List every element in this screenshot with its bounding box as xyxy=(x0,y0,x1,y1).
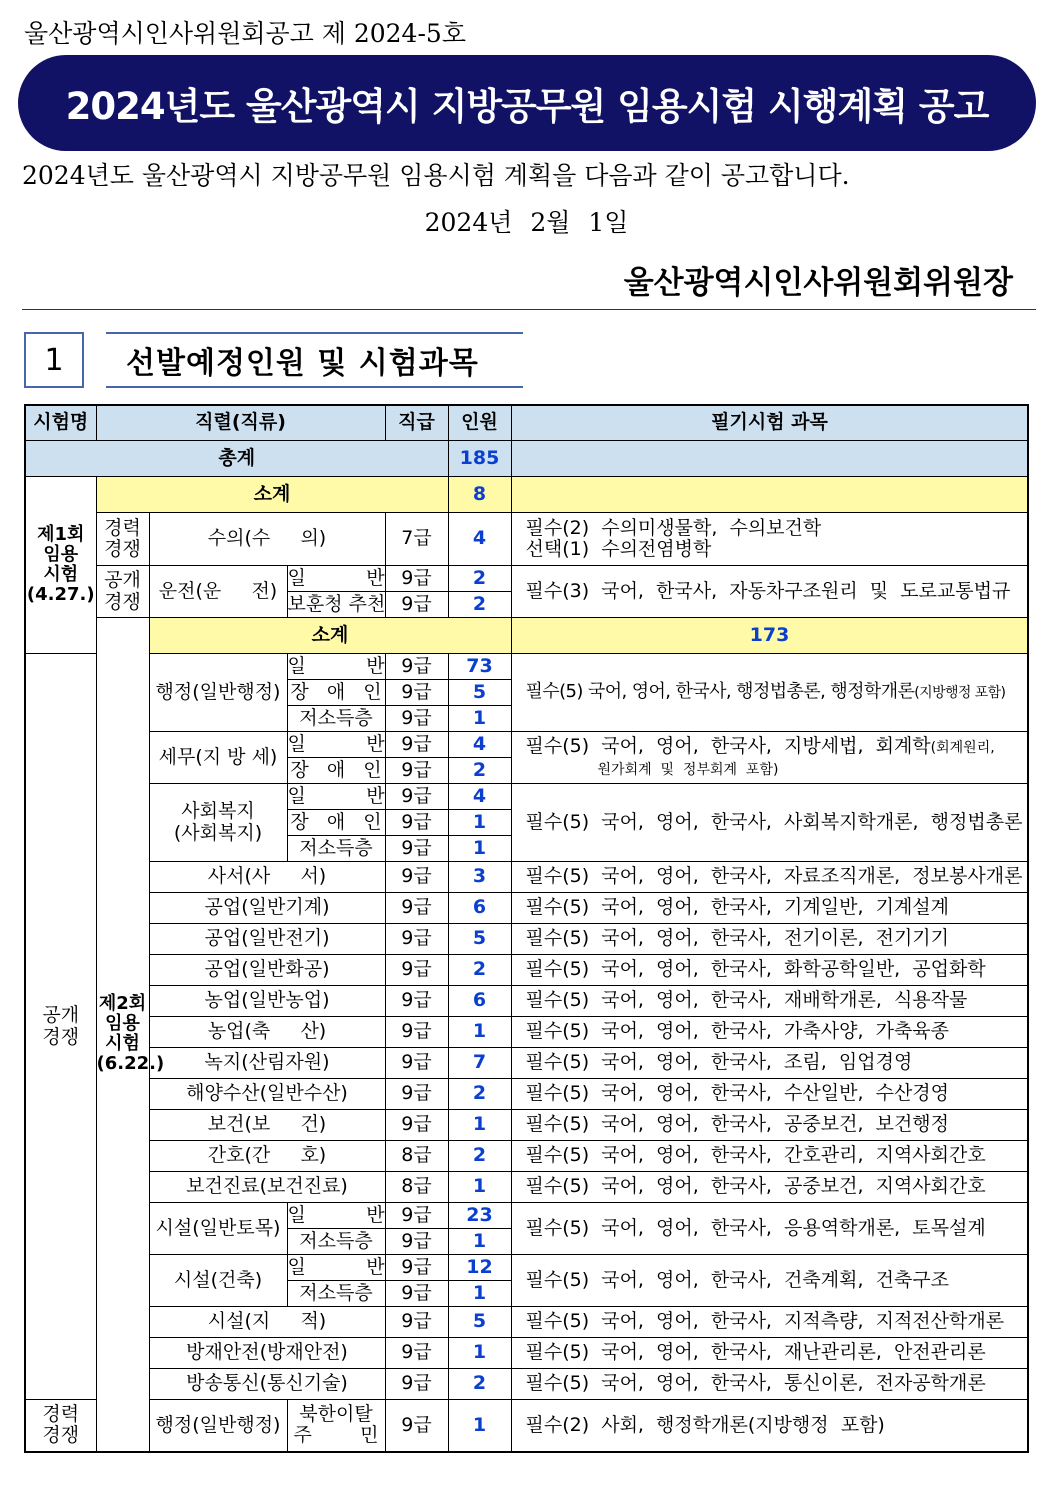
table-row: 사서(사 서) 9급 3 필수(5) 국어, 영어, 한국사, 자료조직개론, 정보봉사개론 xyxy=(25,862,1028,893)
exam1-subtotal-label: 소계 xyxy=(96,477,448,513)
table-row: 저소득층 9급 1 xyxy=(25,1281,1028,1307)
competition-type: 경력 경쟁 xyxy=(25,1400,96,1452)
table-row: 보건진료(보건진료) 8급 1 필수(5) 국어, 영어, 한국사, 공중보건, 지역사회간호 xyxy=(25,1172,1028,1203)
table-row: 공업(일반화공) 9급 2 필수(5) 국어, 영어, 한국사, 화학공학일반, 공업화학 xyxy=(25,955,1028,986)
exam2-name: 제2회 임용 시험 (6.22.) xyxy=(96,618,149,1452)
notice-number: 울산광역시인사위원회공고 제 2024-5호 xyxy=(24,19,466,48)
table-row: 공업(일반기계) 9급 6 필수(5) 국어, 영어, 한국사, 기계일반, 기계설계 xyxy=(25,893,1028,924)
table-row: 공업(일반전기) 9급 5 필수(5) 국어, 영어, 한국사, 전기이론, 전기기기 xyxy=(25,924,1028,955)
table-row: 시설(건축) 일 반 9급 12 필수(5) 국어, 영어, 한국사, 건축계획, 건축구조 xyxy=(25,1255,1028,1281)
page-title: 2024년도 울산광역시 지방공무원 임용시험 시행계획 공고 xyxy=(18,55,1036,151)
header-grade: 직급 xyxy=(385,405,448,441)
table-row: 해양수산(일반수산) 9급 2 필수(5) 국어, 영어, 한국사, 수산일반, 수산경영 xyxy=(25,1079,1028,1110)
table-row: 장 애 인 9급 2 xyxy=(25,758,1028,784)
exam2-subtotal-count: 173 xyxy=(511,618,1028,654)
total-label: 총계 xyxy=(25,441,448,477)
divider xyxy=(22,309,1036,310)
table-row: 농업(일반농업) 9급 6 필수(5) 국어, 영어, 한국사, 재배학개론, 식용작물 xyxy=(25,986,1028,1017)
table-row: 공개 경쟁 운전(운 전) 일 반 9급 2 필수(3) 국어, 한국사, 자동차구조원리 및 도로교통법규 xyxy=(25,566,1028,592)
header-exam: 시험명 xyxy=(25,405,96,441)
table-row: 보훈청 추천 9급 2 xyxy=(25,592,1028,618)
section-title: 선발예정인원 및 시험과목 xyxy=(106,332,523,388)
competition-type: 경력 경쟁 xyxy=(96,513,149,566)
table-row: 간호(간 호) 8급 2 필수(5) 국어, 영어, 한국사, 간호관리, 지역사회간호 xyxy=(25,1141,1028,1172)
exam2-subtotal-label: 소계 xyxy=(149,618,511,654)
table-row: 보건(보 건) 9급 1 필수(5) 국어, 영어, 한국사, 공중보건, 보건행정 xyxy=(25,1110,1028,1141)
exam1-subtotal-row xyxy=(25,477,1028,513)
exam2-subtotal-row xyxy=(25,618,1028,654)
exam1-subtotal-count: 8 xyxy=(448,477,511,513)
header-subjects: 필기시험 과목 xyxy=(511,405,1028,441)
intro-text: 2024년도 울산광역시 지방공무원 임용시험 계획을 다음과 같이 공고합니다. xyxy=(22,161,850,190)
signer: 울산광역시인사위원회위원장 xyxy=(623,265,1013,301)
table-row: 시설(지 적) 9급 5 필수(5) 국어, 영어, 한국사, 지적측량, 지적전산학개론 xyxy=(25,1307,1028,1338)
table-row: 경력 경쟁 수의(수 의) 7급 4 필수(2) 수의미생물학, 수의보건학 선택(1) 수의전염병학 xyxy=(25,513,1028,566)
table-row: 저소득층 9급 1 xyxy=(25,836,1028,862)
table-row: 세무(지 방 세) 일 반 9급 4 필수(5) 국어, 영어, 한국사, 지방세법, 회계학(회계원리, 원가회계 및 정부회계 포함) xyxy=(25,732,1028,758)
table-row: 농업(축 산) 9급 1 필수(5) 국어, 영어, 한국사, 가축사양, 가축육종 xyxy=(25,1017,1028,1048)
table-row: 장 애 인 9급 1 xyxy=(25,810,1028,836)
exam1-name: 제1회 임용 시험 (4.27.) xyxy=(25,477,96,654)
table-row: 저소득층 9급 1 xyxy=(25,706,1028,732)
table-row: 방재안전(방재안전) 9급 1 필수(5) 국어, 영어, 한국사, 재난관리론, 안전관리론 xyxy=(25,1338,1028,1369)
total-count: 185 xyxy=(448,441,511,477)
exam-plan-table xyxy=(24,404,1029,1453)
table-row: 사회복지 (사회복지) 일 반 9급 4 필수(5) 국어, 영어, 한국사, 사회복지학개론, 행정법총론 xyxy=(25,784,1028,810)
table-header-row xyxy=(25,405,1028,441)
notice-date: 2024년 2월 1일 xyxy=(424,208,629,237)
total-row xyxy=(25,441,1028,477)
table-row: 저소득층 9급 1 xyxy=(25,1229,1028,1255)
competition-type: 공개 경쟁 xyxy=(25,654,96,1400)
table-row: 공개 경쟁 행정(일반행정) 일 반 9급 73 필수(5) 국어, 영어, 한국사, 행정법총론, 행정학개론(지방행정 포함) xyxy=(25,654,1028,680)
section-number: 1 xyxy=(24,332,84,388)
table-row: 장 애 인 9급 5 xyxy=(25,680,1028,706)
table-row: 방송통신(통신기술) 9급 2 필수(5) 국어, 영어, 한국사, 통신이론, 전자공학개론 xyxy=(25,1369,1028,1400)
table-row: 시설(일반토목) 일 반 9급 23 필수(5) 국어, 영어, 한국사, 응용역학개론, 토목설계 xyxy=(25,1203,1028,1229)
table-row: 녹지(산림자원) 9급 7 필수(5) 국어, 영어, 한국사, 조림, 임업경영 xyxy=(25,1048,1028,1079)
header-count: 인원 xyxy=(448,405,511,441)
table-row: 경력 경쟁 행정(일반행정) 북한이탈 주 민 9급 1 필수(2) 사회, 행정학개론(지방행정 포함) xyxy=(25,1400,1028,1452)
header-series: 직렬(직류) xyxy=(96,405,385,441)
competition-type: 공개 경쟁 xyxy=(96,566,149,618)
